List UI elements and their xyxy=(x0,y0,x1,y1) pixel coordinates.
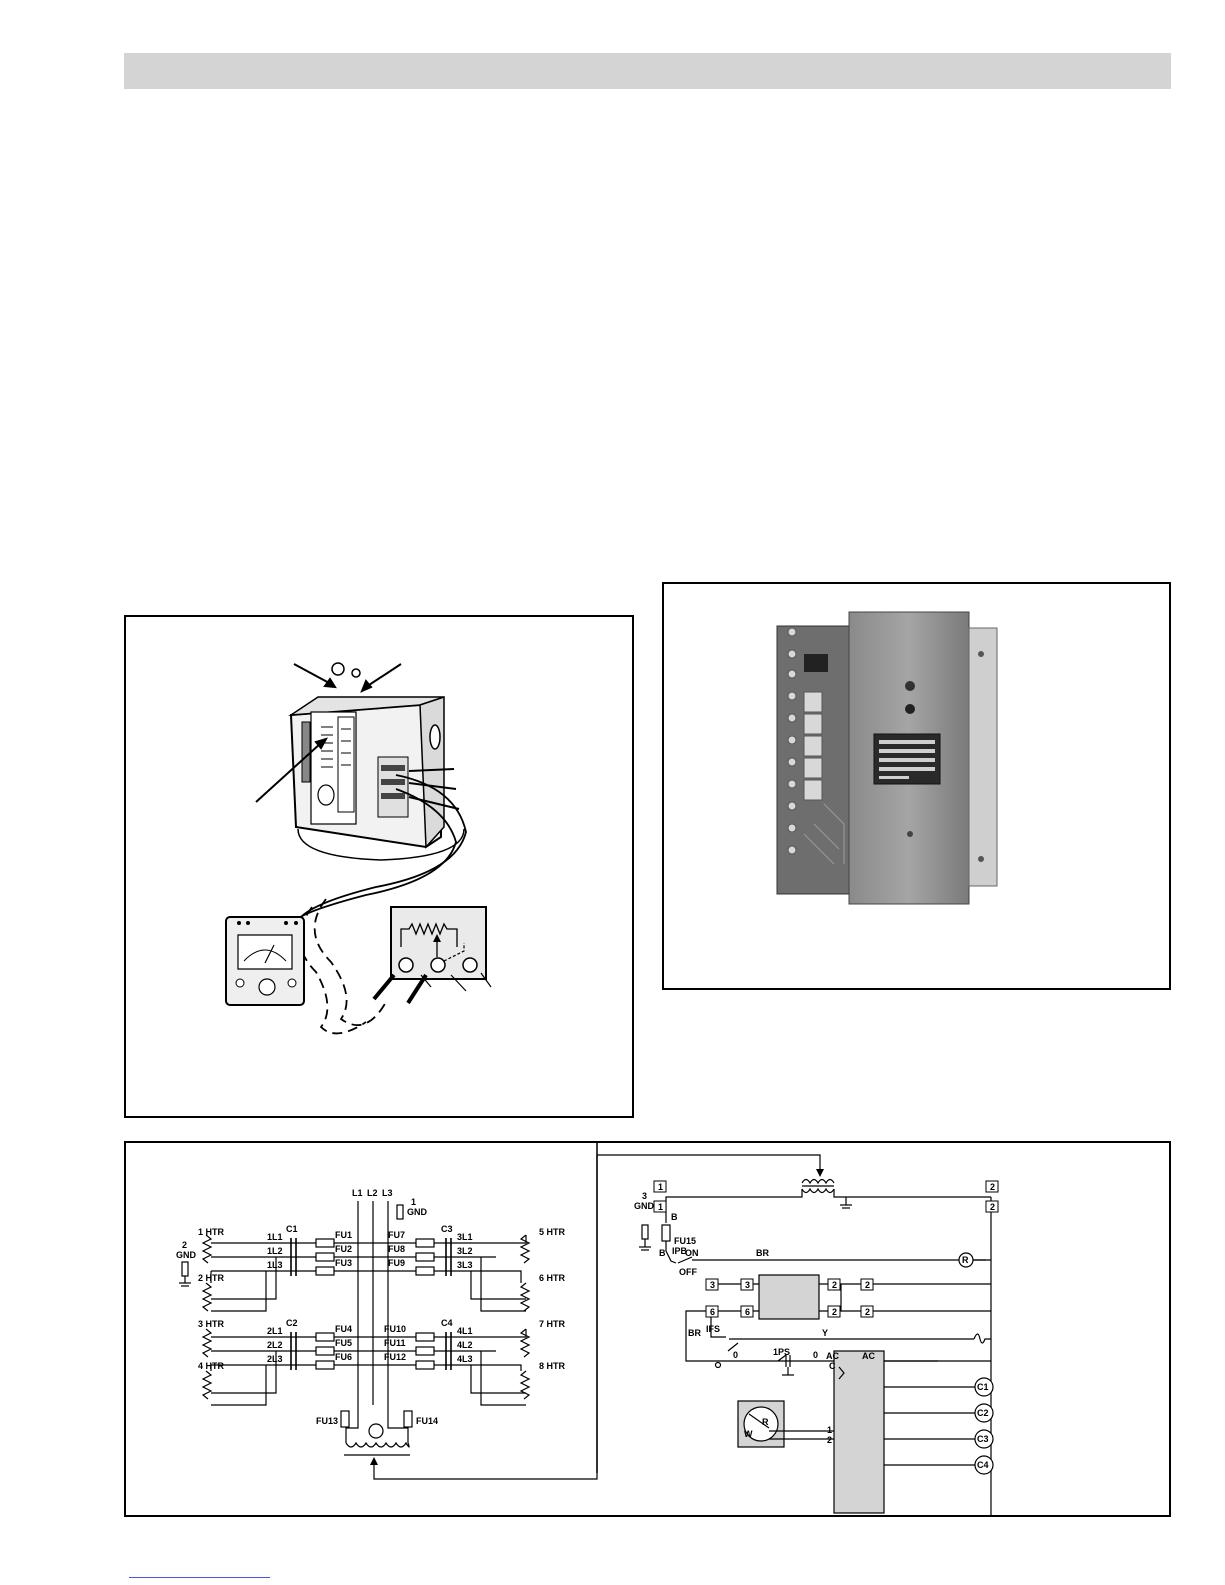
control-circuit-labels xyxy=(634,1182,995,1470)
terminal-4l1: 4L1 xyxy=(457,1326,473,1336)
coil-c3: C3 xyxy=(977,1434,989,1444)
terminal-1l1: 1L1 xyxy=(267,1232,283,1242)
relay-ac-right: AC xyxy=(862,1351,875,1361)
supply-l1: L1 xyxy=(352,1188,363,1198)
wire-br-2: BR xyxy=(688,1328,701,1338)
wire-b-1: B xyxy=(671,1212,678,1222)
heater-3-label: 3 HTR xyxy=(198,1319,225,1329)
thermostat-r: R xyxy=(762,1417,769,1427)
coil-c4: C4 xyxy=(977,1460,989,1470)
lamp-r: R xyxy=(962,1255,969,1265)
terminal-2b: 2 xyxy=(990,1202,996,1212)
control-box xyxy=(291,663,444,847)
terminal-3l2: 3L2 xyxy=(457,1246,473,1256)
fuse-fu8: FU8 xyxy=(388,1244,406,1254)
wire-o-1: 0 xyxy=(733,1350,739,1360)
ground-2-num: 2 xyxy=(182,1240,188,1250)
header-bar xyxy=(124,53,1171,89)
relay-c: C xyxy=(829,1361,836,1371)
terminal-1a: 1 xyxy=(658,1182,664,1192)
terminal-6a: 6 xyxy=(710,1307,716,1317)
coil-c1: C1 xyxy=(977,1382,989,1392)
heater-7-label: 7 HTR xyxy=(539,1319,566,1329)
terminal-4l3: 4L3 xyxy=(457,1354,473,1364)
wire-y: Y xyxy=(822,1328,829,1338)
terminal-6b: 6 xyxy=(745,1307,751,1317)
fuse-fu11: FU11 xyxy=(384,1338,406,1348)
power-circuit xyxy=(179,1201,529,1455)
fuse-fu1: FU1 xyxy=(335,1230,353,1240)
ground-3-num: 3 xyxy=(642,1191,648,1201)
fuse-fu13: FU13 xyxy=(316,1416,339,1426)
wire-o-2: 0 xyxy=(813,1350,819,1360)
ground-1-num: 1 xyxy=(411,1197,417,1207)
coil-c2: C2 xyxy=(977,1408,989,1418)
terminal-2e: 2 xyxy=(832,1307,838,1317)
fuse-fu15: FU15 xyxy=(674,1236,697,1246)
terminal-1l3: 1L3 xyxy=(267,1260,283,1270)
fuse-fu14: FU14 xyxy=(416,1416,439,1426)
meter-test-figure xyxy=(124,615,634,1118)
supply-l3: L3 xyxy=(382,1188,393,1198)
terminal-3a: 3 xyxy=(710,1280,716,1290)
contactor-c1-label: C1 xyxy=(286,1224,298,1234)
control-circuit xyxy=(639,1180,996,1516)
footer-link-underline[interactable] xyxy=(129,1577,270,1578)
terminal-2a: 2 xyxy=(990,1182,996,1192)
contactor-c2-label: C2 xyxy=(286,1318,298,1328)
control-board-photo xyxy=(662,582,1171,990)
heater-2-label: 2 HTR xyxy=(198,1273,225,1283)
terminal-2c: 2 xyxy=(832,1280,838,1290)
ground-1-label: GND xyxy=(407,1207,427,1217)
heater-8-label: 8 HTR xyxy=(539,1361,566,1371)
fuse-fu6: FU6 xyxy=(335,1352,353,1362)
potentiometer-box xyxy=(374,907,491,1003)
ground-2-label: GND xyxy=(176,1250,196,1260)
terminal-blocks xyxy=(654,1181,998,1317)
fuse-fu4: FU4 xyxy=(335,1324,353,1334)
fuse-fu12: FU12 xyxy=(384,1352,407,1362)
terminal-3l3: 3L3 xyxy=(457,1260,473,1270)
fuse-fu2: FU2 xyxy=(335,1244,353,1254)
fuse-fu10: FU10 xyxy=(384,1324,407,1334)
control-board-image xyxy=(664,584,1173,992)
fuse-fu5: FU5 xyxy=(335,1338,353,1348)
terminal-1l2: 1L2 xyxy=(267,1246,283,1256)
wire-br-1: BR xyxy=(756,1248,769,1258)
switch-ifs: IFS xyxy=(706,1324,721,1334)
contactor-c3-label: C3 xyxy=(441,1224,453,1234)
terminal-2d: 2 xyxy=(865,1280,871,1290)
terminal-2f: 2 xyxy=(865,1307,871,1317)
multimeter xyxy=(226,917,304,1005)
wiring-schematic xyxy=(124,1141,1171,1517)
fuse-fu7: FU7 xyxy=(388,1230,406,1240)
contactor-c4-label: C4 xyxy=(441,1318,453,1328)
schematic-svg xyxy=(126,1143,1173,1519)
power-circuit-labels xyxy=(176,1188,566,1426)
wire-b-2: B xyxy=(659,1248,666,1258)
heater-4-label: 4 HTR xyxy=(198,1361,225,1371)
fuse-fu9: FU9 xyxy=(388,1258,406,1268)
terminal-2l3: 2L3 xyxy=(267,1354,283,1364)
terminal-2l1: 2L1 xyxy=(267,1326,283,1336)
terminal-3b: 3 xyxy=(745,1280,751,1290)
relay-ac-left: AC xyxy=(826,1351,839,1361)
meter-test-illustration xyxy=(126,617,636,1120)
relay-pin-1: 1 xyxy=(827,1425,833,1435)
switch-1ps: 1PS xyxy=(773,1347,791,1357)
fuse-fu3: FU3 xyxy=(335,1258,353,1268)
terminal-3l1: 3L1 xyxy=(457,1232,473,1242)
heater-6-label: 6 HTR xyxy=(539,1273,566,1283)
switch-on: ON xyxy=(685,1248,699,1258)
switch-off: OFF xyxy=(679,1267,697,1277)
heater-1-label: 1 HTR xyxy=(198,1227,225,1237)
switch-ipb: IPB xyxy=(672,1246,688,1256)
thermostat-w: W xyxy=(744,1429,753,1439)
ground-3-label: GND xyxy=(634,1201,654,1211)
terminal-2l2: 2L2 xyxy=(267,1340,283,1350)
supply-l2: L2 xyxy=(367,1188,378,1198)
terminal-1b: 1 xyxy=(658,1202,664,1212)
relay-pin-2: 2 xyxy=(827,1435,833,1445)
terminal-4l2: 4L2 xyxy=(457,1340,473,1350)
heater-5-label: 5 HTR xyxy=(539,1227,566,1237)
